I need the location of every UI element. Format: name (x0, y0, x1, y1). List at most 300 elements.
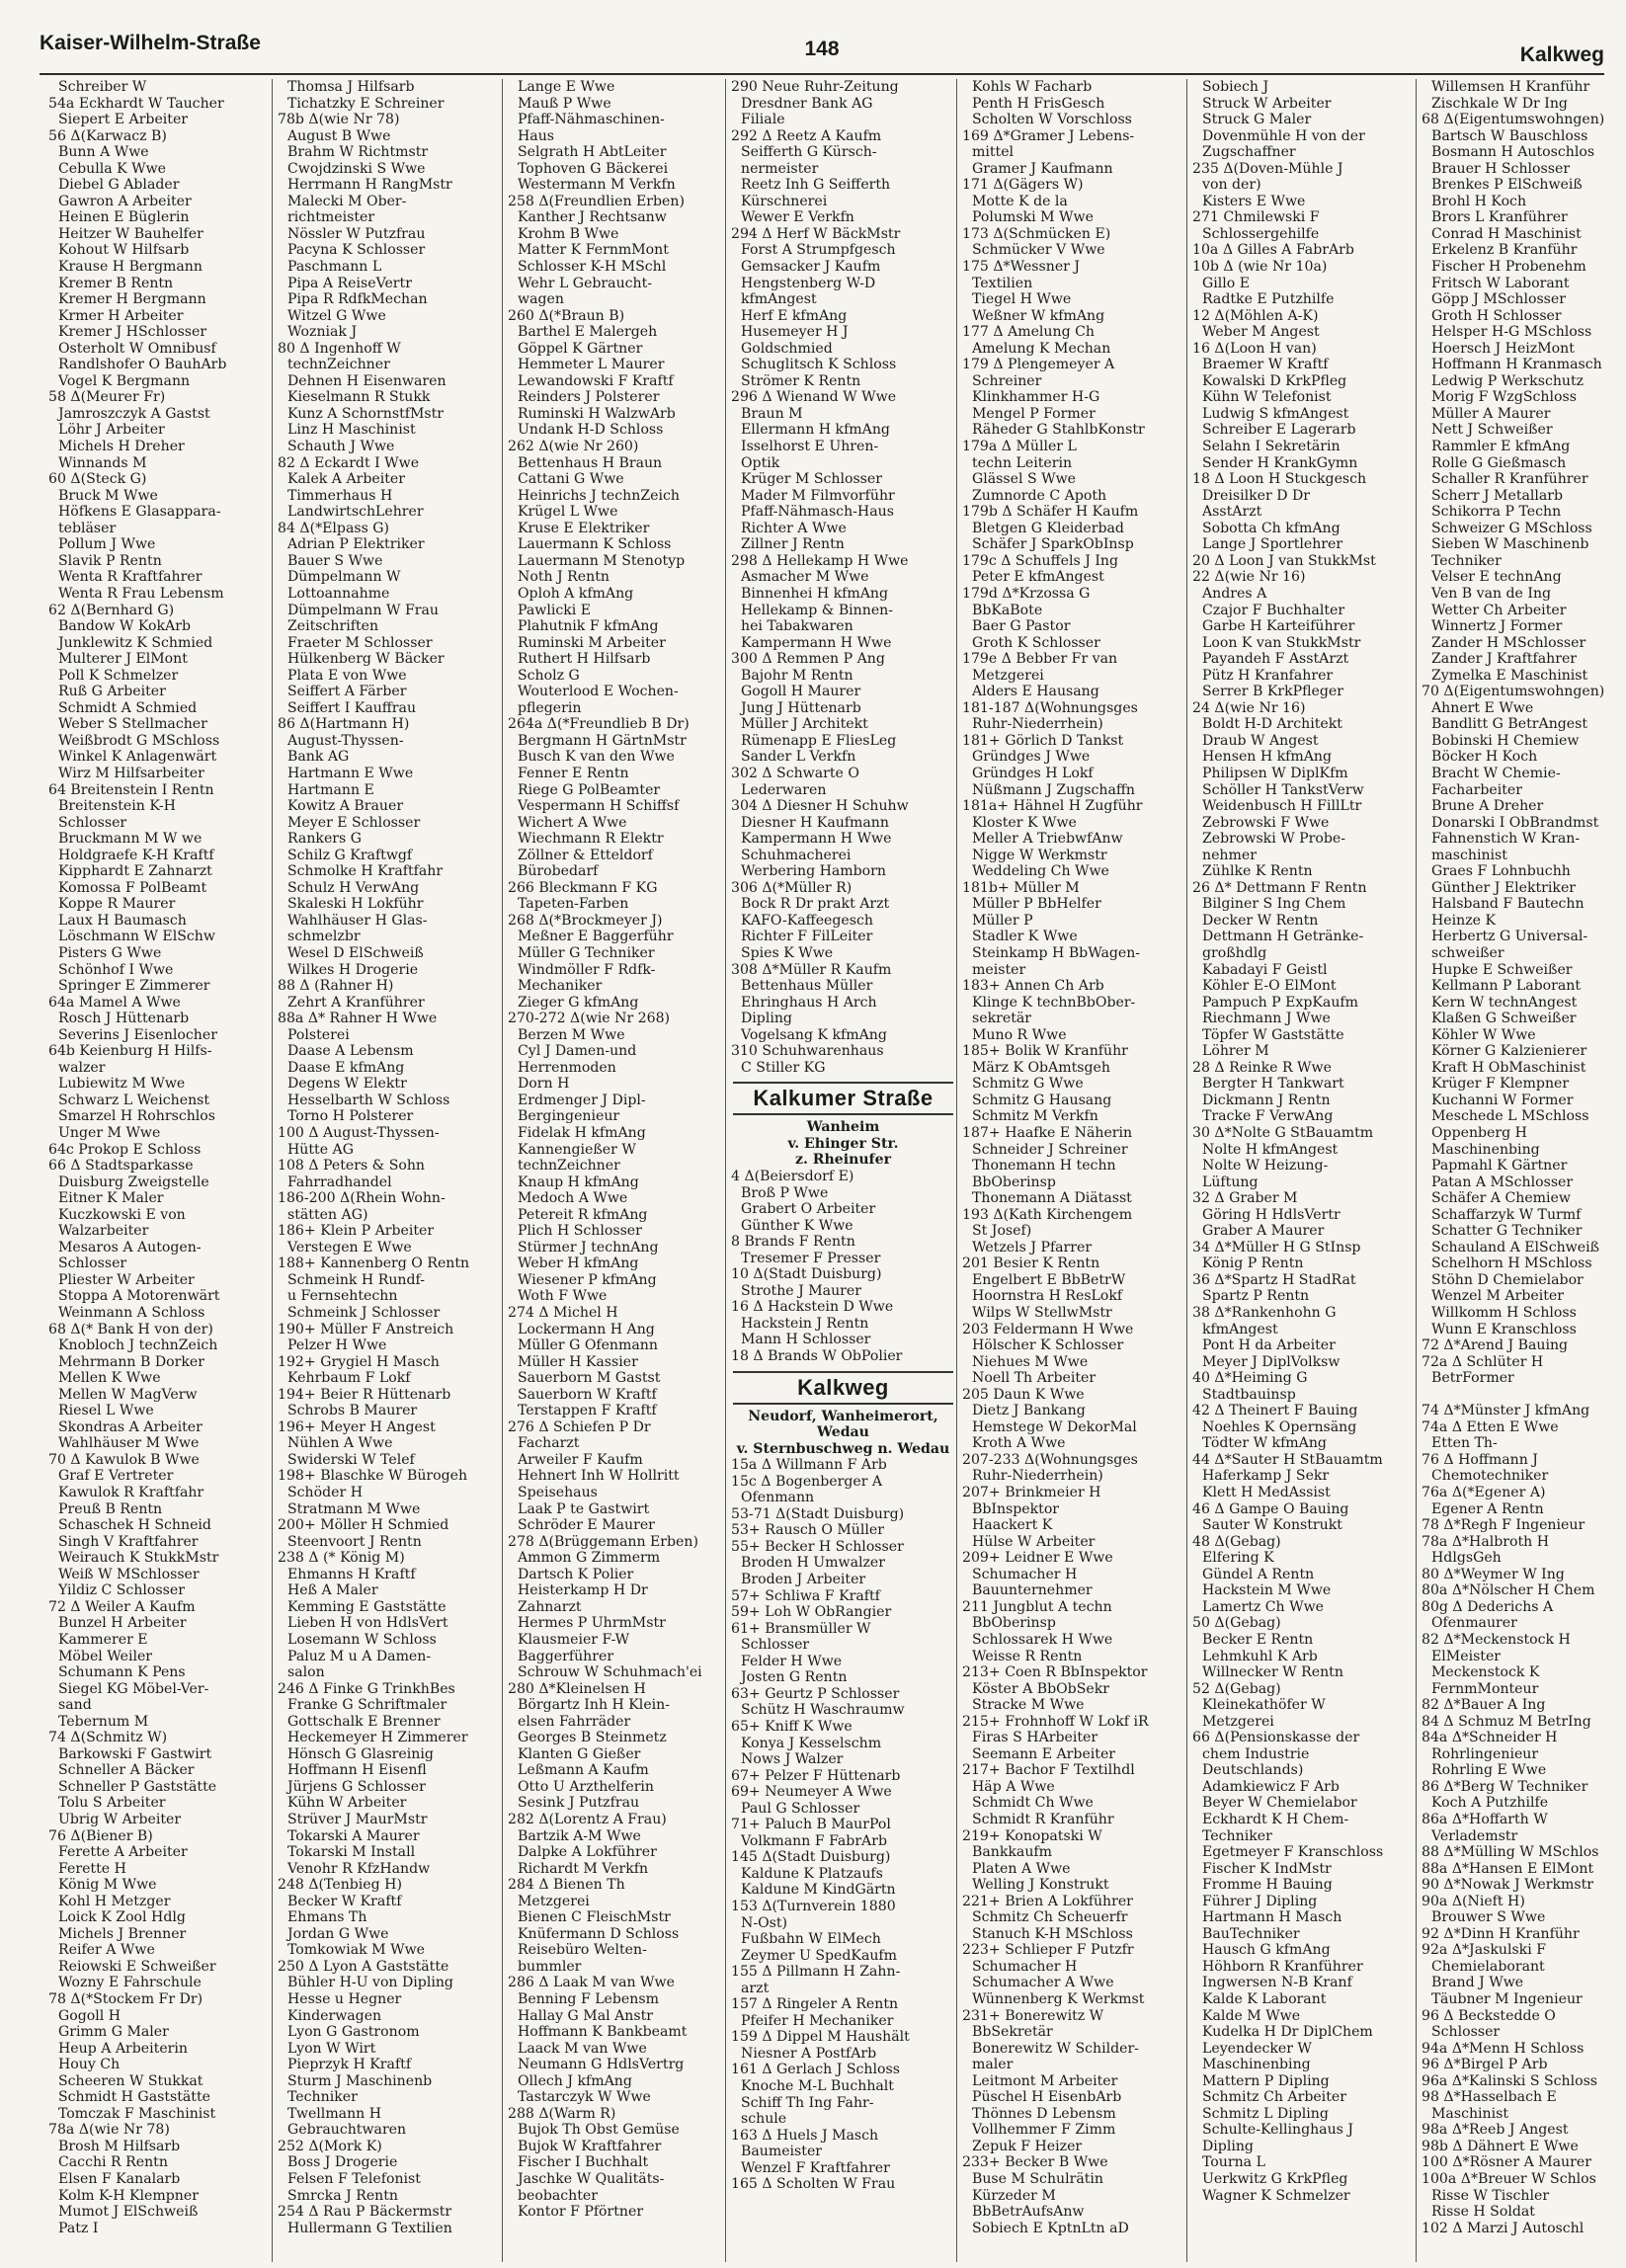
resident-entry: Meyer J DiplVolksw (1202, 1353, 1341, 1370)
resident-entry: Schmücker V Wwe (972, 242, 1105, 259)
resident-entry: Broß P Wwe (741, 1184, 829, 1201)
house-entry: 64a Mamel A Wwe (48, 994, 181, 1011)
resident-entry: Bürobedarf (518, 863, 599, 880)
house-entry: 264a Δ(*Freundlieb B Dr) (508, 716, 690, 733)
resident-entry: Lauermann K Schloss (518, 536, 672, 553)
house-entry: 82 Δ*Meckenstock H (1422, 1631, 1571, 1648)
resident-entry: Herbertz G Universal- (1431, 929, 1588, 945)
house-entry: 78 Δ(*Stockem Fr Dr) (48, 1990, 203, 2007)
resident-entry: Tapeten-Farben (518, 896, 629, 913)
house-entry: 217+ Bachor F Textilhdl (962, 1762, 1135, 1779)
resident-entry: Strothe J Maurer (741, 1282, 861, 1299)
resident-entry: Petereit R kfmAng (518, 1206, 648, 1223)
resident-entry: technZeichner (518, 1158, 620, 1174)
resident-entry: Schelhorn H MSchloss (1431, 1256, 1592, 1272)
resident-entry: Gottschalk E Brenner (287, 1713, 441, 1730)
resident-entry: Zumnorde C Apoth (972, 487, 1107, 504)
house-entry: 186-200 Δ(Rhein Wohn- (278, 1190, 446, 1207)
resident-entry: Göpp J MSchlosser (1431, 291, 1566, 308)
house-entry: 181b+ Müller M (962, 879, 1080, 896)
resident-entry: Weber H kfmAng (518, 1256, 639, 1272)
resident-entry: Lamertz Ch Wwe (1202, 1598, 1325, 1615)
house-entry: 196+ Meyer H Angest (278, 1418, 436, 1435)
resident-entry: August-Thyssen- (287, 732, 404, 749)
house-entry: 310 Schuhwarenhaus (731, 1043, 884, 1060)
resident-entry: Graf E Vertreter (58, 1468, 174, 1485)
resident-entry: Börgartz Inh H Klein- (518, 1697, 671, 1714)
resident-entry: Daase A Lebensm (287, 1043, 414, 1060)
resident-entry: hei Tabakwaren (741, 618, 854, 635)
resident-entry: Westermann M Verkfn (518, 177, 676, 194)
resident-entry: Maschinenbing (1202, 2057, 1311, 2073)
resident-entry: Tokarski A Maurer (287, 1827, 420, 1844)
resident-entry: Timmerhaus H (287, 487, 393, 504)
resident-entry: Tokarski M Install (287, 1844, 416, 1861)
resident-entry: Oppenberg H (1431, 1125, 1527, 1141)
resident-entry: Kisters E Wwe (1202, 193, 1306, 209)
resident-entry: nehmer (1202, 847, 1257, 863)
resident-entry: Seiffert I Kauffrau (287, 699, 417, 716)
resident-entry: Sobiech J (1202, 79, 1269, 95)
resident-entry: Holdgraefe K-H Kraftf (58, 847, 214, 863)
resident-entry: Schaller R Kranführer (1431, 471, 1588, 488)
resident-entry: Hengstenberg W-D (741, 275, 876, 291)
resident-entry: Tracke F VerwAng (1202, 1108, 1334, 1125)
house-entry: 96 Δ Beckstedde O (1422, 2007, 1556, 2024)
house-entry: 94a Δ*Menn H Schloss (1422, 2040, 1585, 2057)
resident-entry: Schuglitsch K Schloss (741, 357, 897, 373)
resident-entry: Adamkiewicz F Arb (1202, 1778, 1340, 1795)
resident-entry: Müller H Kassier (518, 1353, 638, 1370)
house-entry: 205 Daun K Wwe (962, 1386, 1085, 1403)
house-entry: 192+ Grygiel H Masch (278, 1353, 440, 1370)
resident-entry: Meßner E Baggerführ (518, 929, 674, 945)
resident-entry: Müller G Ofenmann (518, 1337, 658, 1354)
resident-entry: Ruß G Arbeiter (58, 684, 166, 700)
resident-entry: Heinze K (1431, 912, 1496, 929)
house-entry: 53-71 Δ(Stadt Duisburg) (731, 1505, 905, 1522)
house-entry: 284 Δ Bienen Th (508, 1877, 625, 1894)
house-entry: 20 Δ Loon J van StukkMst (1192, 552, 1376, 569)
resident-entry: Wagner K Schmelzer (1202, 2187, 1350, 2204)
resident-entry: Kabadayi F Geistl (1202, 961, 1328, 978)
resident-entry: Riesel L Wwe (58, 1403, 154, 1419)
resident-entry: salon (287, 1664, 325, 1681)
resident-entry: Nolte H kfmAngest (1202, 1141, 1339, 1158)
house-entry: 61+ Bransmüller W (731, 1620, 871, 1637)
resident-entry: Werbering Hamborn (741, 863, 886, 880)
resident-entry: Zieger G kfmAng (518, 994, 639, 1011)
house-entry: 86 Δ(Hartmann H) (278, 716, 410, 733)
resident-entry: Reetz Inh G Seifferth (741, 177, 891, 194)
house-entry: 163 Δ Huels J Masch (731, 2127, 879, 2144)
resident-entry: Knaup H kfmAng (518, 1174, 639, 1190)
resident-entry: Patz I (58, 2220, 99, 2236)
resident-entry: Kieselmann R Stukk (287, 389, 431, 406)
resident-entry: Elsen F Kanalarb (58, 2171, 181, 2187)
resident-entry: Hoersch J HeizMont (1431, 340, 1575, 357)
house-entry: 282 Δ(Lorentz A Frau) (508, 1811, 667, 1827)
resident-entry: Weiß W MSchlosser (58, 1566, 200, 1582)
resident-entry: Metzgerei (518, 1893, 590, 1909)
house-entry: 302 Δ Schwarte O (731, 765, 859, 781)
resident-entry: Stracke M Wwe (972, 1697, 1085, 1714)
resident-entry: Wetter Ch Arbeiter (1431, 602, 1567, 618)
resident-entry: Egener A Rentn (1431, 1500, 1544, 1517)
resident-entry: Dipling (1202, 2138, 1254, 2154)
resident-entry: Mauß P Wwe (518, 95, 611, 112)
resident-entry: Egetmeyer F Kranschloss (1202, 1844, 1384, 1861)
page-number: 148 (804, 38, 840, 60)
resident-entry: Sauerborn M Gastst (518, 1370, 661, 1387)
resident-entry: Bühler H-U von Dipling (287, 1975, 453, 1991)
resident-entry: Pacyna K Schlosser (287, 242, 426, 259)
house-entry: 76 Δ Hoffmann J (1422, 1451, 1538, 1468)
house-entry: 78 Δ*Regh F Ingenieur (1422, 1517, 1585, 1534)
resident-entry: Hermes P UhrmMstr (518, 1615, 666, 1632)
resident-entry: Wilps W StellwMstr (972, 1305, 1112, 1322)
resident-entry: Kohls W Facharb (972, 79, 1093, 95)
house-entry: 74 Δ(Schmitz W) (48, 1730, 168, 1746)
directory-column (956, 79, 1186, 2262)
resident-entry: Struck W Arbeiter (1202, 95, 1332, 112)
resident-entry: Facharzt (518, 1435, 580, 1452)
resident-entry: Ludwig S kfmAngest (1202, 405, 1349, 422)
resident-entry: kfmAngest (741, 291, 817, 308)
resident-entry: Lubiewitz M Wwe (58, 1076, 186, 1093)
resident-entry: Kawulok R Kraftfahr (58, 1485, 204, 1501)
house-entry: 68 Δ(Eigentumswohngen) (1422, 112, 1605, 128)
resident-entry: Josten G Rentn (741, 1669, 848, 1686)
resident-entry: Ellermann H kfmAng (741, 422, 890, 439)
resident-entry: Heinrichs J technZeich (518, 487, 680, 504)
resident-entry: Schilz G Kraftwgf (287, 847, 413, 863)
resident-entry: Kontor F Pförtner (518, 2204, 644, 2221)
resident-entry: Pont H da Arbeiter (1202, 1337, 1336, 1354)
resident-entry: Schuhmacherei (741, 847, 852, 863)
resident-entry: Paschmann L (287, 259, 382, 276)
resident-entry: Schmeink H Rundf- (287, 1271, 425, 1288)
house-entry: 71+ Paluch B MaurPol (731, 1817, 891, 1833)
house-entry: 188+ Kannenberg O Rentn (278, 1256, 470, 1272)
resident-entry: Payandeh F AsstArzt (1202, 651, 1349, 668)
house-entry: 12 Δ(Möhlen A-K) (1192, 307, 1319, 324)
resident-entry: Kuczkowski E von (58, 1206, 186, 1223)
resident-entry: Amelung K Mechan (972, 340, 1111, 357)
resident-entry: Kremer B Rentn (58, 275, 174, 291)
resident-entry: Spies K Wwe (741, 944, 834, 961)
resident-entry: Mellen K Wwe (58, 1370, 161, 1387)
resident-entry: Diebel G Ablader (58, 177, 180, 194)
header-rule (40, 73, 1604, 75)
resident-entry: Sauerborn W Kraftf (518, 1386, 657, 1403)
resident-entry: Arweiler F Kaufm (518, 1451, 643, 1468)
resident-entry: Dehnen H Eisenwaren (287, 372, 447, 389)
resident-entry: Göring H HdlsVertr (1202, 1206, 1341, 1223)
resident-entry: Groth K Schlosser (972, 634, 1100, 651)
resident-entry: Struck G Maler (1202, 112, 1312, 128)
resident-entry: Wesel D ElSchweiß (287, 944, 424, 961)
house-entry: 186+ Klein P Arbeiter (278, 1223, 435, 1240)
resident-entry: Maschinist (1431, 2105, 1509, 2122)
resident-entry: König M Wwe (58, 1877, 157, 1894)
resident-entry: Stanuch K-H MSchloss (972, 1925, 1133, 1942)
resident-entry: Glässel S Wwe (972, 471, 1076, 488)
house-entry: 15a Δ Willmann F Arb (731, 1457, 887, 1474)
resident-entry: Noehles K Opernsäng (1202, 1418, 1357, 1435)
resident-entry: walzer (58, 1059, 106, 1076)
resident-entry: Morig F WzgSchloss (1431, 389, 1577, 406)
resident-entry: Krohm B Wwe (518, 225, 619, 242)
resident-entry: Optik (741, 454, 780, 471)
resident-entry: Bettenhaus Müller (741, 978, 873, 995)
resident-entry: Schmitz G Wwe (972, 1076, 1084, 1093)
resident-entry: Tödter W kfmAng (1202, 1435, 1327, 1452)
resident-entry: Nigge W Werkmstr (972, 847, 1107, 863)
house-entry: 78a Δ*Halbroth H (1422, 1533, 1549, 1550)
resident-entry: Becker W Kraftf (287, 1893, 402, 1909)
resident-entry: Vogel K Bergmann (58, 372, 191, 389)
house-entry: 74a Δ Etten E Wwe (1422, 1418, 1559, 1435)
resident-entry: Thönnes D Lebensm (972, 2105, 1116, 2122)
house-entry: 72 Δ Weiler A Kaufm (48, 1598, 196, 1615)
house-entry: 28 Δ Reinke R Wwe (1192, 1059, 1332, 1076)
resident-entry: Klinkhammer H-G (972, 389, 1100, 406)
resident-entry: Uerkwitz G KrkPfleg (1202, 2171, 1348, 2187)
street-heading: Kalkumer Straße (733, 1082, 953, 1115)
resident-entry: Textilien (972, 275, 1033, 291)
resident-entry: Schlossergehilfe (1202, 225, 1320, 242)
resident-entry: Peter E kfmAngest (972, 569, 1104, 586)
house-entry: 296 Δ Wienand W Wwe (731, 389, 897, 406)
resident-entry: BbOberinsp (972, 1174, 1056, 1190)
resident-entry: sand (58, 1697, 92, 1714)
house-entry: 290 Neue Ruhr-Zeitung (731, 79, 899, 95)
house-entry: 44 Δ*Sauter H StBauamtm (1192, 1451, 1383, 1468)
house-entry: 18 Δ Brands W ObPolier (731, 1348, 903, 1365)
directory-column (725, 79, 955, 2262)
resident-entry: Schneller A Bäcker (58, 1762, 195, 1779)
resident-entry: Selgrath H AbtLeiter (518, 144, 667, 161)
resident-entry: Heitzer W Bauhelfer (58, 225, 203, 242)
resident-entry: Cebulla K Wwe (58, 160, 167, 177)
resident-entry: Schmitz Ch Arbeiter (1202, 2089, 1346, 2106)
resident-entry: Klinge K technBbOber- (972, 994, 1136, 1011)
resident-entry: Schlosser (1431, 2024, 1501, 2041)
resident-entry: Seemann E Arbeiter (972, 1745, 1116, 1762)
house-entry: 74 Δ*Münster J kfmAng (1422, 1403, 1590, 1419)
resident-entry: Kühn W Arbeiter (287, 1795, 407, 1812)
house-entry: 96a Δ*Kalinski S Schloss (1422, 2072, 1598, 2089)
resident-entry: Grabert O Arbeiter (741, 1201, 876, 1218)
house-entry: 82 Δ Eckardt I Wwe (278, 454, 420, 471)
resident-entry: Wichert A Wwe (518, 814, 627, 831)
resident-entry: Schauland A ElSchweiß (1431, 1239, 1599, 1256)
resident-entry: Brouwer S Wwe (1431, 1909, 1546, 1926)
resident-entry: Broden J Arbeiter (741, 1572, 866, 1588)
house-entry: 159 Δ Dippel M Haushält (731, 2029, 910, 2046)
resident-entry: BbBetrAufsAnw (972, 2204, 1085, 2221)
house-entry: 24 Δ(wie Nr 16) (1192, 699, 1306, 716)
resident-entry: Lockermann H Ang (518, 1321, 655, 1337)
resident-entry: Weber M Angest (1202, 324, 1320, 341)
resident-entry: Kaldune K Platzaufs (741, 1865, 883, 1882)
resident-entry: Müller G Techniker (518, 944, 655, 961)
house-entry: 80 Δ*Weymer W Ing (1422, 1566, 1565, 1582)
resident-entry: wagen (518, 291, 564, 308)
resident-entry: Philipsen W DiplKfm (1202, 765, 1348, 781)
resident-entry: Dümpelmann W Frau (287, 602, 439, 618)
resident-entry: Berzen M Wwe (518, 1026, 625, 1043)
house-entry: 100a Δ*Breuer W Schlos (1422, 2171, 1596, 2187)
resident-entry: Jung J Hüttenarb (741, 699, 861, 716)
house-entry: 209+ Leidner E Wwe (962, 1550, 1113, 1567)
resident-entry: Schlosser (58, 1256, 127, 1272)
resident-entry: Duisburg Zweigstelle (58, 1174, 209, 1190)
resident-entry: Pisters G Wwe (58, 944, 162, 961)
resident-entry: Muno R Wwe (972, 1026, 1067, 1043)
house-entry: 57+ Schliwa F Kraftf (731, 1587, 880, 1604)
resident-entry: Kremer J HSchlosser (58, 324, 207, 341)
resident-entry: Müller J Architekt (741, 716, 868, 733)
resident-entry: Krause H Bergmann (58, 259, 203, 276)
resident-entry: Binnenhei H kfmAng (741, 585, 889, 602)
resident-entry: Asmacher M Wwe (741, 569, 869, 586)
resident-entry: Maschinenbing (1431, 1141, 1540, 1158)
resident-entry: Schiff Th Ing Fahr- (741, 2094, 874, 2111)
resident-entry: Techniker (1202, 1827, 1272, 1844)
resident-entry: Schneider J Schreiner (972, 1141, 1128, 1158)
house-entry: 169 Δ*Gramer J Lebens- (962, 127, 1135, 144)
resident-entry: Zepuk F Heizer (972, 2138, 1083, 2154)
resident-entry: Zeitschriften (287, 618, 379, 635)
resident-entry: Jordan G Wwe (287, 1925, 389, 1942)
resident-entry: Heup A Arbeiterin (58, 2040, 188, 2057)
house-entry: 92a Δ*Jaskulski F (1422, 1942, 1546, 1959)
resident-entry: Täubner M Ingenieur (1431, 1990, 1583, 2007)
house-entry: 30 Δ*Nolte G StBauamtm (1192, 1125, 1374, 1141)
resident-entry: Sender H KrankGymn (1202, 454, 1358, 471)
house-entry: 181+ Görlich D Tankst (962, 732, 1124, 749)
resident-entry: Graber A Maurer (1202, 1223, 1325, 1240)
resident-entry: Fritsch W Laborant (1431, 275, 1570, 291)
resident-entry: Kloster K Wwe (972, 814, 1077, 831)
resident-entry: Bandlitt G BetrAngest (1431, 716, 1588, 733)
resident-entry: Michels J Brenner (58, 1925, 187, 1942)
resident-entry: Walzarbeiter (58, 1223, 149, 1240)
house-entry: 62 Δ(Bernhard G) (48, 602, 175, 618)
resident-entry: Bauer S Wwe (287, 552, 383, 569)
resident-entry: LandwirtschLehrer (287, 504, 424, 521)
house-entry: 66 Δ(Pensionskasse der (1192, 1730, 1360, 1746)
resident-entry: Löhrer M (1202, 1043, 1269, 1060)
resident-entry: Gündel A Rentn (1202, 1566, 1315, 1582)
house-entry: 298 Δ Hellekamp H Wwe (731, 552, 909, 569)
resident-entry: Böcker H Koch (1431, 749, 1538, 766)
resident-entry: Möbel Weiler (58, 1648, 153, 1664)
resident-entry: Ahnert E Wwe (1431, 699, 1534, 716)
resident-entry: richtmeister (287, 209, 375, 226)
resident-entry: Hartmann E (287, 781, 374, 798)
resident-entry: Hoffmann H Kranmasch (1431, 357, 1602, 373)
house-entry (1422, 1387, 1626, 1404)
resident-entry: Barkowski F Gastwirt (58, 1745, 212, 1762)
resident-entry: Richardt M Verkfn (518, 1860, 649, 1877)
house-entry: 155 Δ Pillmann H Zahn- (731, 1964, 901, 1981)
resident-entry: Stadtbauinsp (1202, 1386, 1296, 1403)
house-entry: 18 Δ Loon H Stuckgesch (1192, 471, 1367, 488)
resident-entry: Schmitz Ch Scheuerfr (972, 1909, 1128, 1926)
resident-entry: Kühn W Telefonist (1202, 389, 1332, 406)
street-heading: Kalkweg (733, 1371, 953, 1405)
resident-entry: Pfaff-Nähmaschinen- (518, 112, 665, 128)
resident-entry: Nolte W Heizung- (1202, 1158, 1329, 1174)
resident-entry: Skaleski H Lokführ (287, 896, 424, 913)
resident-entry: Pollum J Wwe (58, 536, 156, 553)
resident-entry: Bienen C FleischMstr (518, 1909, 671, 1926)
resident-entry: Nühlen A Wwe (287, 1435, 393, 1452)
resident-entry: Kruse E Elektriker (518, 520, 650, 536)
resident-entry: Heisterkamp H Dr (518, 1582, 648, 1599)
resident-entry: Adrian P Elektriker (287, 536, 425, 553)
house-entry: 98b Δ Dähnert E Wwe (1422, 2138, 1579, 2154)
resident-entry: Siepert E Arbeiter (58, 112, 189, 128)
resident-entry: Stratmann M Wwe (287, 1500, 421, 1517)
resident-entry: Schmitz M Verkfn (972, 1108, 1098, 1125)
resident-entry: arzt (741, 1980, 770, 1996)
resident-entry: Wetzels J Pfarrer (972, 1239, 1093, 1256)
house-entry: 254 Δ Rau P Bäckermstr (278, 2204, 452, 2221)
resident-entry: technZeichner (287, 357, 390, 373)
resident-entry: Hülse W Arbeiter (972, 1533, 1096, 1550)
house-entry: 88 Δ*Mülling W MSchlos (1422, 1844, 1599, 1861)
resident-entry: Wiechmann R Elektr (518, 831, 664, 848)
resident-entry: Twellmann H (287, 2105, 382, 2122)
resident-entry: Schneller P Gaststätte (58, 1778, 217, 1795)
resident-entry: Ruthert H Hilfsarb (518, 651, 651, 668)
resident-entry: Kohl H Metzger (58, 1893, 171, 1909)
resident-entry: Heckemeyer H Zimmerer (287, 1730, 468, 1746)
resident-entry: Eckhardt K H Chem- (1202, 1811, 1349, 1827)
resident-entry: Schwarz L Weichenst (58, 1092, 210, 1108)
resident-entry: Günther J Elektriker (1431, 879, 1577, 896)
resident-entry: Koppe R Maurer (58, 896, 176, 913)
resident-entry: Fischer I Buchhalt (518, 2154, 649, 2171)
resident-entry: Hesse u Hegner (287, 1990, 402, 2007)
resident-entry: Unger M Wwe (58, 1125, 161, 1141)
house-entry: 201 Besier K Rentn (962, 1256, 1100, 1272)
house-entry: 179d Δ*Krzossa G (962, 585, 1091, 602)
resident-entry: Kroth A Wwe (972, 1435, 1066, 1452)
resident-entry: Radtke E Putzhilfe (1202, 291, 1335, 308)
resident-entry: Vogelsang K kfmAng (741, 1026, 887, 1043)
resident-entry: Engelbert E BbBetrW (972, 1271, 1126, 1288)
resident-entry: Führer J Dipling (1202, 1893, 1318, 1909)
resident-entry: Hullermann G Textilien (287, 2220, 452, 2236)
resident-entry: Bunn A Wwe (58, 144, 149, 161)
resident-entry: Wozny E Fahrschule (58, 1975, 202, 1991)
resident-entry: Rolle G Gießmasch (1431, 454, 1567, 471)
house-entry: 88 Δ (Rahner H) (278, 978, 394, 995)
resident-entry: Georges B Steinmetz (518, 1730, 667, 1746)
resident-entry: Leßmann A Kaufm (518, 1762, 649, 1779)
resident-entry: Schmitz L Dipling (1202, 2105, 1329, 2122)
resident-entry: Alders E Hausang (972, 684, 1099, 700)
resident-entry: tebläser (58, 520, 117, 536)
resident-entry: Kraft H ObMaschinist (1431, 1059, 1586, 1076)
resident-entry: Tebernum M (58, 1713, 149, 1730)
columns (43, 79, 1604, 2262)
